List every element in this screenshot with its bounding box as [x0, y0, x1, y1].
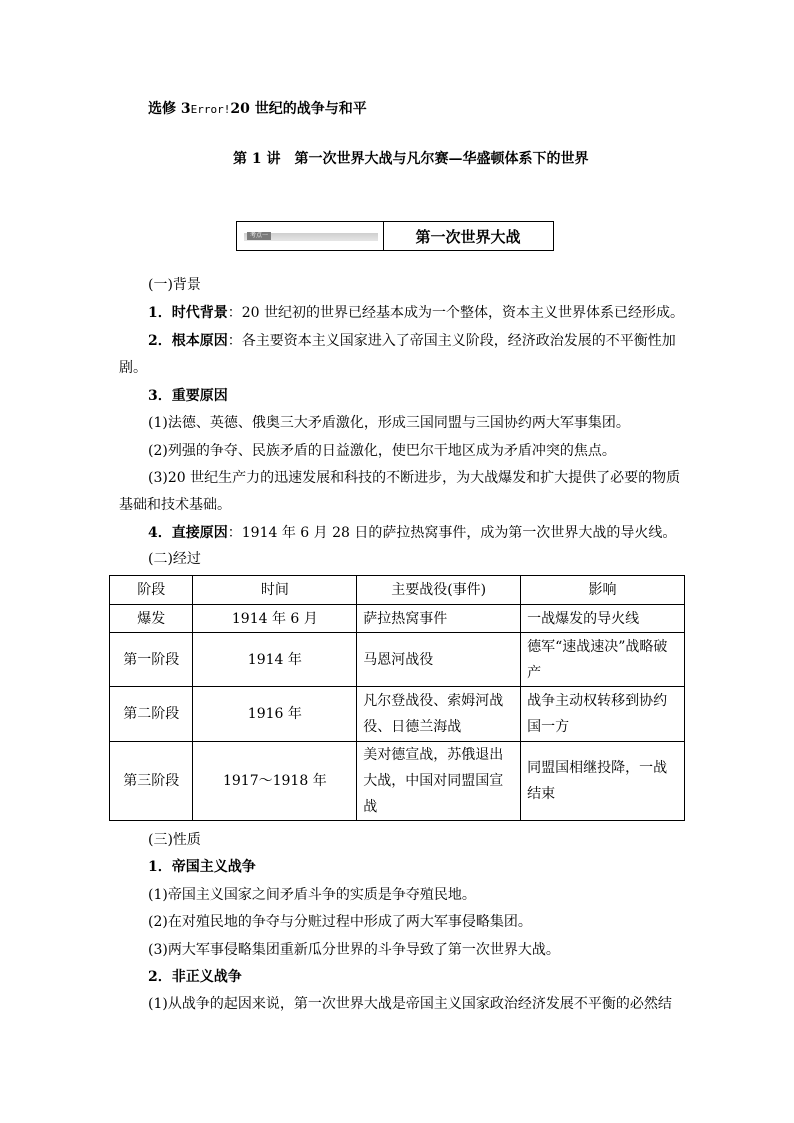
item-term: 时代背景 [171, 305, 228, 321]
lesson-title: 第 1 讲 第一次世界大战与凡尔赛—华盛顿体系下的世界 [233, 151, 589, 167]
table-cell: 第二阶段 [110, 687, 193, 742]
table-cell: 美对德宣战，苏俄退出大战，中国对同盟国宣战 [357, 742, 521, 821]
table-cell: 第三阶段 [110, 742, 193, 821]
document-header [148, 98, 367, 118]
item-text: ：1914 年 6 月 28 日的萨拉热窝事件，成为第一次世界大战的导火线。 [227, 525, 677, 541]
item-num: 3． [148, 388, 172, 404]
events-table [109, 575, 685, 821]
item-num: 2． [148, 969, 172, 985]
table-cell: 1914 年 [193, 633, 357, 687]
part1-sub3: (3)20 世纪生产力的迅速发展和科技的不断进步，为大战爆发和扩大提供了必要的物质 [148, 470, 681, 486]
table-cell: 1914 年 6 月 [193, 605, 357, 633]
part3-item2 [148, 967, 242, 987]
table-cell: 第一阶段 [110, 633, 193, 687]
table-cell: 同盟国相继投降，一战结束 [521, 742, 685, 821]
table-row [110, 633, 685, 687]
header-prefix: 选修 3 [148, 101, 191, 117]
table-cell: 1917～1918 年 [193, 742, 357, 821]
part3-sub2-1: (1)从战争的起因来说，第一次世界大战是帝国主义国家政治经济发展不平衡的必然结 [148, 996, 672, 1012]
table-header: 阶段 [110, 576, 193, 605]
table-row [110, 742, 685, 821]
table-header: 影响 [521, 576, 685, 605]
section-label: 考点一 [247, 232, 271, 240]
table-cell: 1916 年 [193, 687, 357, 742]
item-term: 根本原因 [171, 333, 228, 349]
table-cell: 马恩河战役 [357, 633, 521, 687]
part1-item1 [148, 303, 684, 323]
part3-item1 [148, 857, 256, 877]
table-cell: 凡尔登战役、索姆河战役、日德兰海战 [357, 687, 521, 742]
part2-heading: (二)经过 [148, 551, 201, 567]
table-cell: 德军“速战速决”战略破产 [521, 633, 685, 687]
table-header: 时间 [193, 576, 357, 605]
item-num: 1． [148, 305, 172, 321]
part1-item4 [148, 523, 676, 543]
item-text: ：各主要资本主义国家进入了帝国主义阶段，经济政治发展的不平衡性加 [227, 333, 676, 349]
table-cell: 一战爆发的导火线 [521, 605, 685, 633]
header-title: 20 世纪的战争与和平 [230, 101, 367, 117]
part3-sub1-3: (3)两大军事侵略集团重新瓜分世界的斗争导致了第一次世界大战。 [148, 942, 560, 958]
table-header: 主要战役(事件) [357, 576, 521, 605]
item-term: 重要原因 [171, 388, 228, 404]
section-title: 第一次世界大战 [415, 228, 521, 246]
part1-item2-cont: 剧。 [119, 360, 147, 376]
item-text: ：20 世纪初的世界已经基本成为一个整体，资本主义世界体系已经形成。 [227, 305, 685, 321]
part1-heading: (一)背景 [148, 277, 201, 293]
header-error: Error! [190, 103, 231, 116]
item-term: 帝国主义战争 [171, 859, 256, 875]
section-box [236, 221, 554, 251]
table-cell: 爆发 [110, 605, 193, 633]
item-num: 2． [148, 333, 172, 349]
part3-heading: (三)性质 [148, 832, 201, 848]
part1-item3 [148, 386, 228, 406]
item-term: 非正义战争 [171, 969, 242, 985]
item-num: 1． [148, 859, 172, 875]
part3-sub1-1: (1)帝国主义国家之间矛盾斗争的实质是争夺殖民地。 [148, 887, 476, 903]
part1-sub1: (1)法德、英德、俄奥三大矛盾激化，形成三国同盟与三国协约两大军事集团。 [148, 415, 630, 431]
part1-sub3-cont: 基础和技术基础。 [119, 497, 231, 513]
part1-sub2: (2)列强的争夺、民族矛盾的日益激化，使巴尔干地区成为矛盾冲突的焦点。 [148, 443, 616, 459]
table-header-row [110, 576, 685, 605]
table-cell: 萨拉热窝事件 [357, 605, 521, 633]
part1-item2 [148, 331, 676, 351]
table-row [110, 605, 685, 633]
part3-sub1-2: (2)在对殖民地的争夺与分赃过程中形成了两大军事侵略集团。 [148, 914, 532, 930]
table-row [110, 687, 685, 742]
item-num: 4． [148, 525, 172, 541]
table-cell: 战争主动权转移到协约国一方 [521, 687, 685, 742]
item-term: 直接原因 [171, 525, 228, 541]
